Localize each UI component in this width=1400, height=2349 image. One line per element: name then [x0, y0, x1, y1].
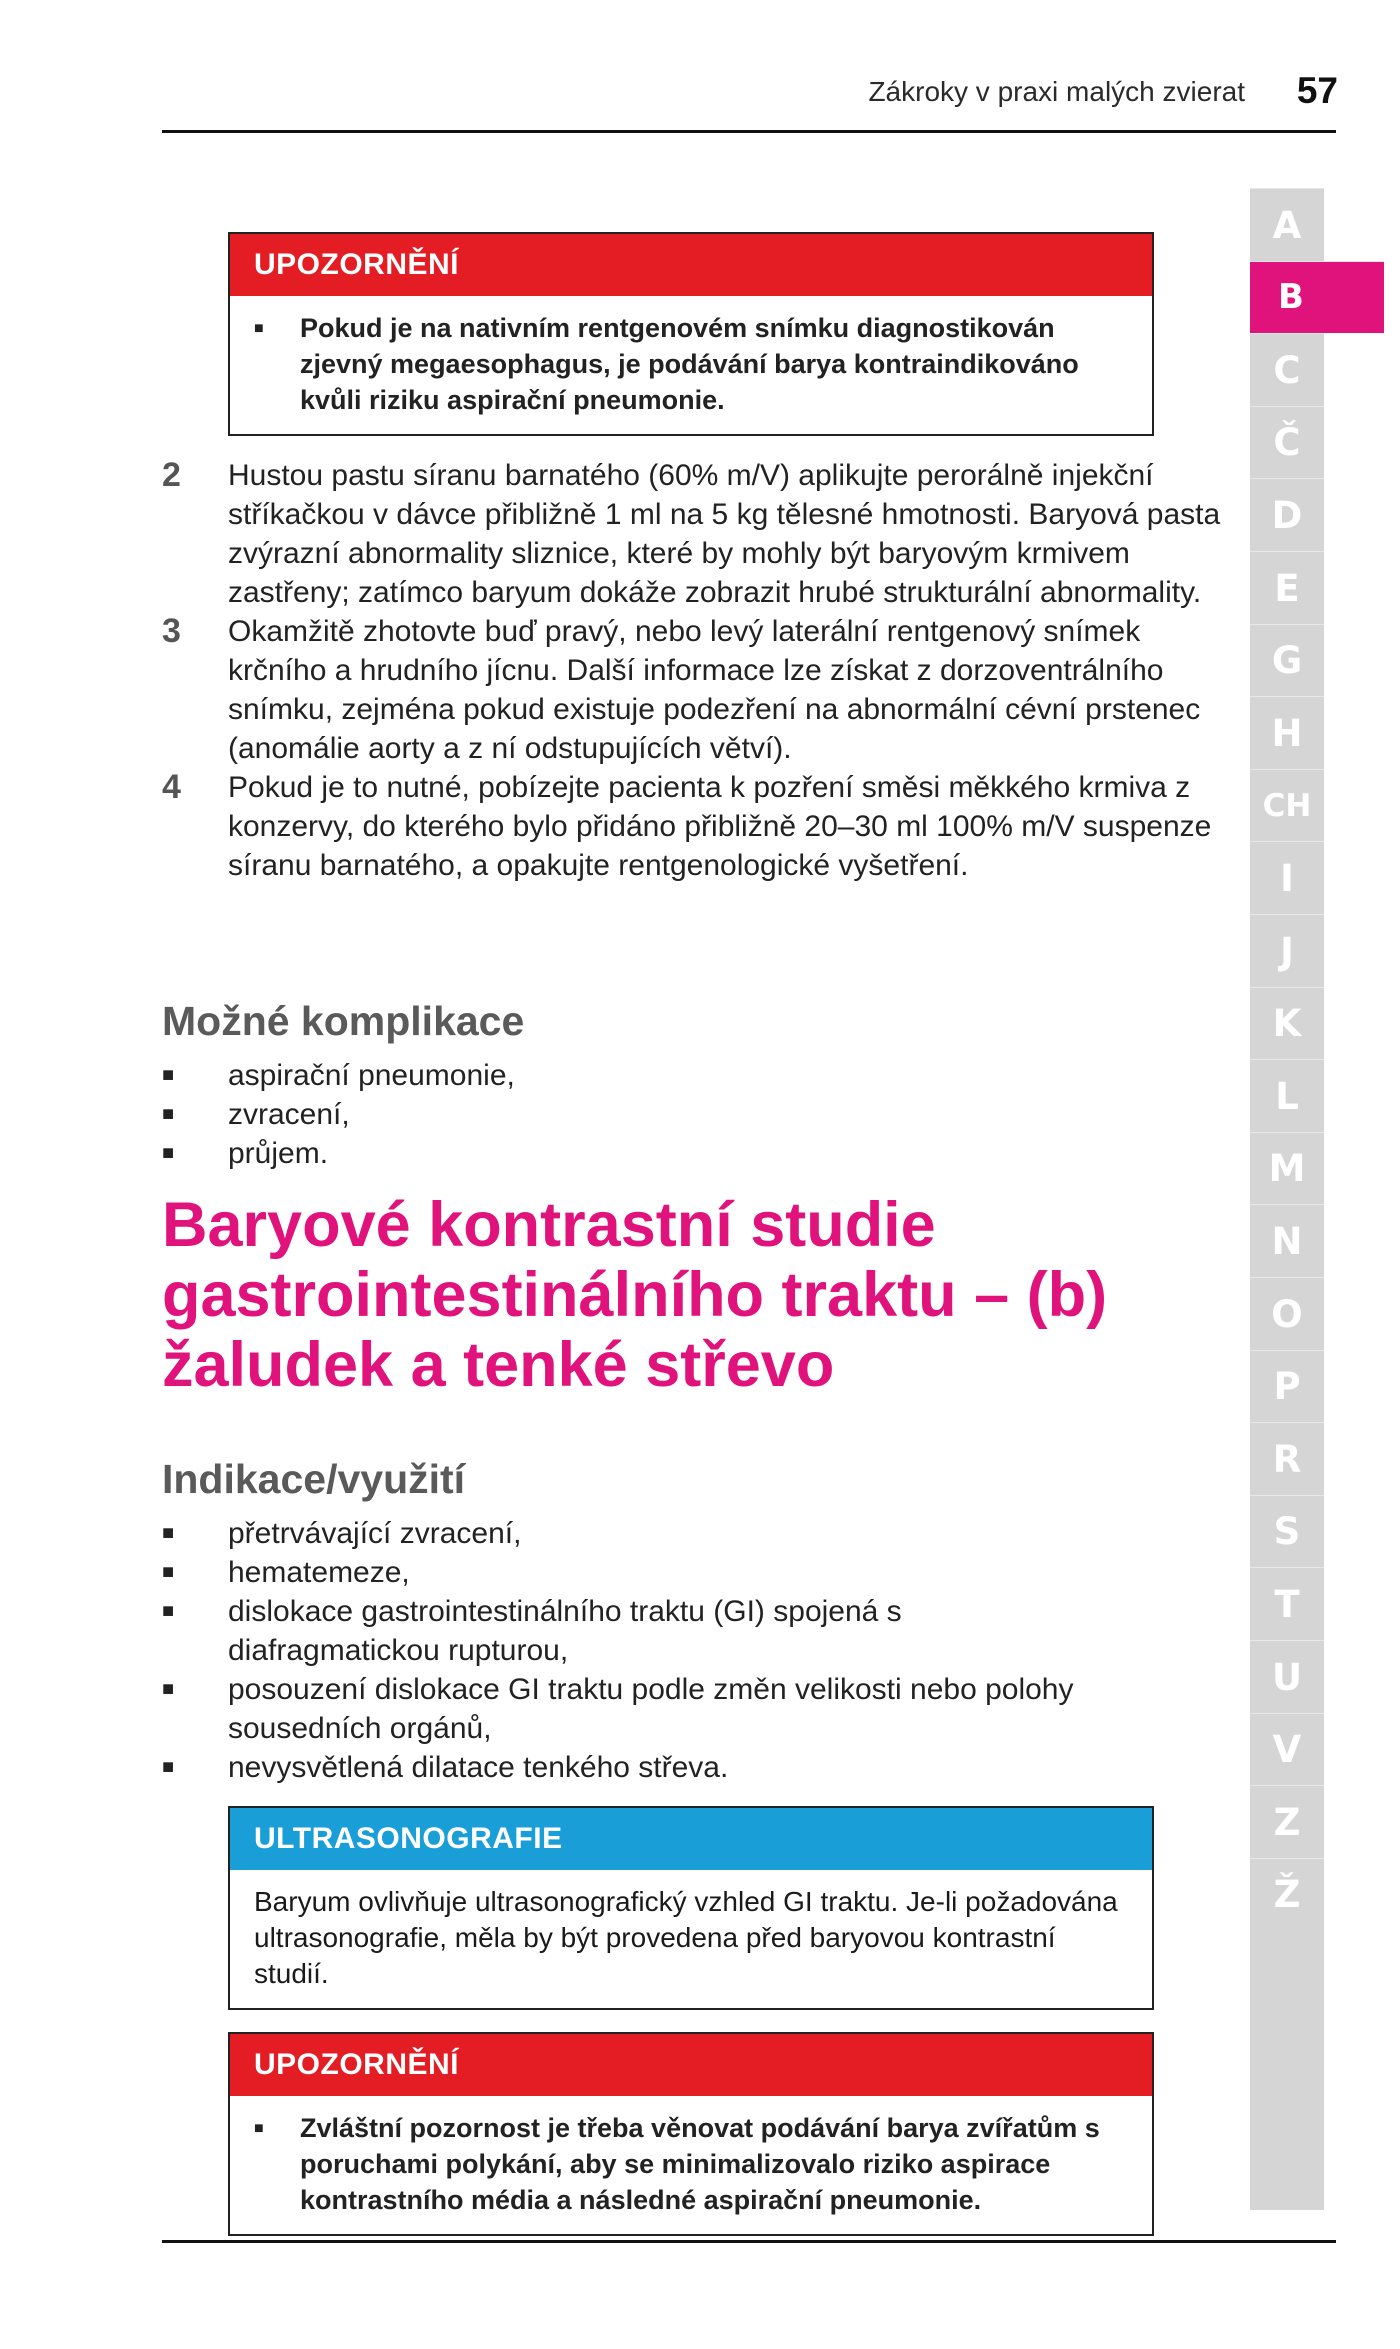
page-number: 57	[1296, 70, 1338, 111]
section-title: Baryové kontrastní studie gastrointestinálního traktu – (b) žaludek a tenké střevo	[162, 1190, 1108, 1400]
warning-box-text: Pokud je na nativním rentgenovém snímku diagnostikován zjevný megaesophagus, je podávání barya kontraindikováno kvůli riziku aspirační pneumonie.	[300, 313, 1079, 415]
thumb-index-letter-v: V	[1250, 1713, 1324, 1786]
list-item-text: zvracení,	[228, 1098, 350, 1131]
step-number: 3	[162, 612, 181, 650]
list-item-text: přetrvávající zvracení,	[228, 1517, 522, 1550]
list-item	[162, 1095, 1222, 1134]
list-item	[162, 1670, 1222, 1748]
thumb-index-letter-z: Z	[1250, 1785, 1324, 1858]
list-item	[162, 1553, 1222, 1592]
bullet-square-icon: ■	[162, 1103, 175, 1125]
list-item-text: hematemeze,	[228, 1556, 410, 1589]
list-item	[162, 1514, 1222, 1553]
thumb-index-letter-d: D	[1250, 478, 1324, 551]
list-item-text: dislokace gastrointestinálního traktu (GI) spojená s diafragmatickou rupturou,	[228, 1595, 902, 1667]
thumb-index-letter-č: Č	[1250, 406, 1324, 479]
thumb-index-letter-j: J	[1250, 914, 1324, 987]
procedure-steps	[162, 456, 1222, 885]
step-item	[162, 768, 1222, 885]
thumb-index-letter-u: U	[1250, 1640, 1324, 1713]
thumb-index-letter-c: C	[1250, 333, 1324, 406]
thumb-index-letter-b: B	[1250, 261, 1384, 333]
thumb-index-letter-l: L	[1250, 1059, 1324, 1132]
thumb-index-letter-n: N	[1250, 1204, 1324, 1277]
ultrasound-box	[228, 1806, 1154, 2010]
list-item	[162, 1748, 1222, 1787]
ultrasound-box-title: ULTRASONOGRAFIE	[230, 1808, 1152, 1870]
bullet-square-icon: ■	[162, 1756, 175, 1778]
thumb-index-letter-o: O	[1250, 1277, 1324, 1350]
thumb-index-letter-ž: Ž	[1250, 1858, 1324, 1931]
warning-box-text: Zvláštní pozornost je třeba věnovat podávání barya zvířatům s poruchami polykání, aby se minimalizovalo riziko aspirace kontrastního média a následné aspirační pneumonie.	[300, 2113, 1100, 2215]
list-item-text: aspirační pneumonie,	[228, 1059, 515, 1092]
warning-box-title: UPOZORNĚNÍ	[230, 234, 1152, 296]
warning-box-title: UPOZORNĚNÍ	[230, 2034, 1152, 2096]
warning-box-swallowing	[228, 2032, 1154, 2236]
thumb-index-letter-m: M	[1250, 1132, 1324, 1205]
step-text: Hustou pastu síranu barnatého (60% m/V) aplikujte perorálně injekční stříkačkou v dávce přibližně 1 ml na 5 kg tělesné hmotnosti. Baryová pasta zvýrazní abnormality sliznice, které by mohly být baryovým krmivem zastřeny; zatímco baryum dokáže zobrazit hrubé strukturální abnormality.	[228, 459, 1221, 609]
step-item	[162, 456, 1222, 612]
list-item-text: nevysvětlená dilatace tenkého střeva.	[228, 1751, 729, 1784]
thumb-index-letter-ch: CH	[1250, 769, 1324, 842]
thumb-index-letter-e: E	[1250, 551, 1324, 624]
alphabet-thumb-index	[1250, 188, 1324, 2210]
header-rule	[162, 130, 1336, 133]
list-item-text: posouzení dislokace GI traktu podle změn velikosti nebo polohy sousedních orgánů,	[228, 1673, 1074, 1745]
bullet-square-icon: ■	[162, 1522, 175, 1544]
thumb-index-letter-g: G	[1250, 624, 1324, 697]
thumb-index-letter-h: H	[1250, 696, 1324, 769]
step-number: 2	[162, 456, 181, 494]
bullet-square-icon: ■	[162, 1600, 175, 1622]
thumb-index-letter-s: S	[1250, 1495, 1324, 1568]
thumb-index-letter-k: K	[1250, 987, 1324, 1060]
indications-heading: Indikace/využití	[162, 1456, 466, 1502]
list-item	[162, 1134, 1222, 1173]
running-title: Zákroky v praxi malých zvierat	[868, 76, 1245, 107]
thumb-index-letter-t: T	[1250, 1567, 1324, 1640]
thumb-index-letter-r: R	[1250, 1422, 1324, 1495]
bullet-square-icon: ■	[162, 1678, 175, 1700]
thumb-index-letter-i: I	[1250, 841, 1324, 914]
complications-list	[162, 1056, 1222, 1173]
thumb-index-letter-a: A	[1250, 188, 1324, 261]
footer-rule	[162, 2240, 1336, 2243]
step-item	[162, 612, 1222, 768]
bullet-square-icon: ■	[162, 1142, 175, 1164]
step-number: 4	[162, 768, 181, 806]
list-item	[162, 1056, 1222, 1095]
bullet-square-icon: ■	[254, 2120, 264, 2137]
thumb-index-letter-p: P	[1250, 1350, 1324, 1423]
complications-heading: Možné komplikace	[162, 998, 525, 1044]
step-text: Pokud je to nutné, pobízejte pacienta k pozření směsi měkkého krmiva z konzervy, do kterého bylo přidáno přibližně 20–30 ml 100% m/V suspenze síranu barnatého, a opakujte rentgenologické vyšetření.	[228, 771, 1212, 882]
step-text: Okamžitě zhotovte buď pravý, nebo levý laterální rentgenový snímek krčního a hrudního jícnu. Další informace lze získat z dorzoventrálního snímku, zejména pokud existuje podezření na abnormální cévní prstenec (anomálie aorty a z ní odstupujících větví).	[228, 615, 1201, 765]
bullet-square-icon: ■	[162, 1561, 175, 1583]
ultrasound-box-text: Baryum ovlivňuje ultrasonografický vzhled GI traktu. Je-li požadována ultrasonografie, měla by být provedena před baryovou kontrastní studií.	[254, 1886, 1118, 1989]
indications-list	[162, 1514, 1222, 1787]
bullet-square-icon: ■	[254, 320, 264, 337]
bullet-square-icon: ■	[162, 1064, 175, 1086]
list-item-text: průjem.	[228, 1137, 329, 1170]
list-item	[162, 1592, 1222, 1670]
warning-box-aspiration	[228, 232, 1154, 436]
